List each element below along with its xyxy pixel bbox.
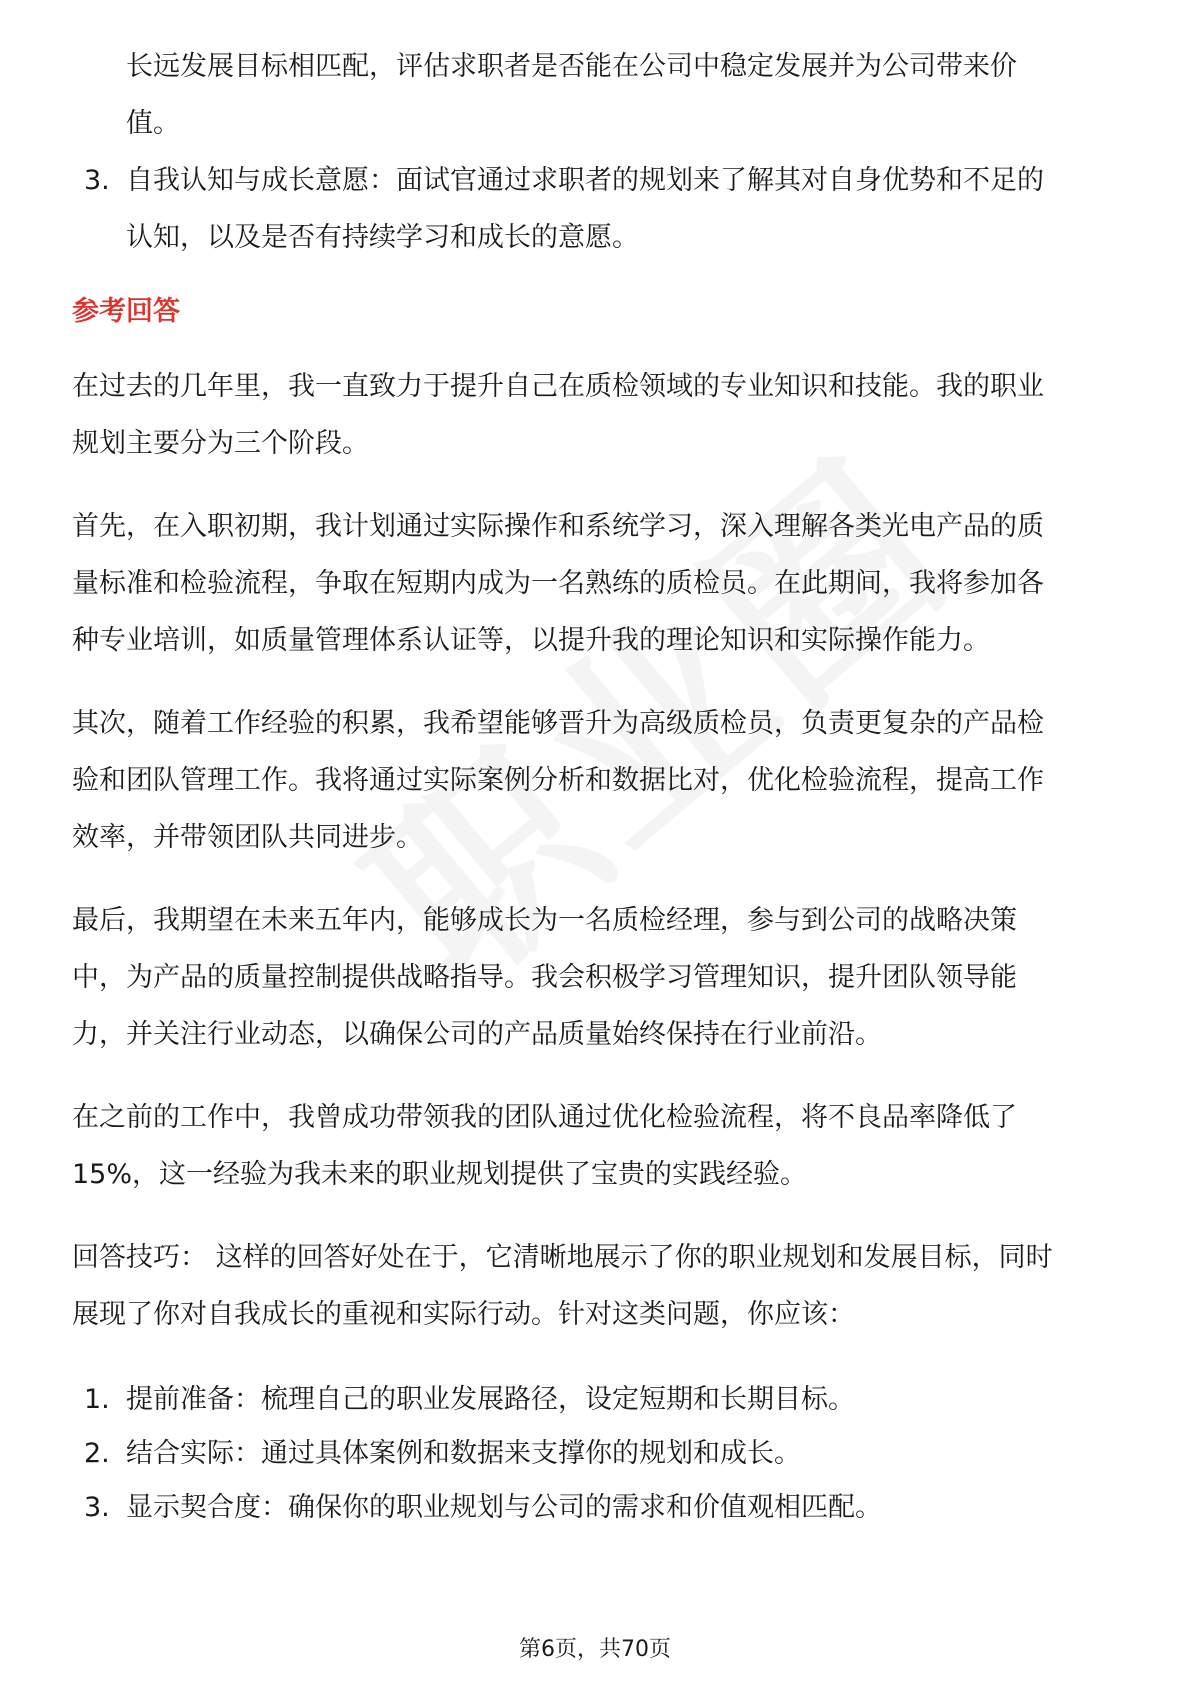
list-number: 3.	[84, 165, 110, 196]
paragraph	[72, 358, 1122, 472]
list-number: 1.	[84, 1384, 110, 1415]
tips-list-text: 显示契合度：确保你的职业规划与公司的需求和价值观相匹配。	[126, 1492, 882, 1523]
paragraph-line: 效率，并带领团队共同进步。	[72, 822, 423, 853]
list-item	[72, 152, 1122, 266]
paragraph	[72, 498, 1122, 669]
page-content	[72, 38, 1122, 1535]
paragraph	[72, 892, 1122, 1063]
paragraph-line: 规划主要分为三个阶段。	[72, 428, 369, 459]
paragraph-line: 在之前的工作中，我曾成功带领我的团队通过优化检验流程，将不良品率降低了	[72, 1102, 1017, 1133]
continued-line-1: 长远发展目标相匹配，评估求职者是否能在公司中稳定发展并为公司带来价	[126, 51, 1017, 82]
list-item-line-1: 自我认知与成长意愿：面试官通过求职者的规划来了解其对自身优势和不足的	[126, 165, 1044, 196]
paragraph-line: 力，并关注行业动态，以确保公司的产品质量始终保持在行业前沿。	[72, 1019, 882, 1050]
paragraph	[72, 695, 1122, 866]
tips-list	[72, 1373, 1122, 1535]
tips-list-item	[72, 1373, 1122, 1427]
paragraph-line: 验和团队管理工作。我将通过实际案例分析和数据比对，优化检验流程，提高工作	[72, 765, 1044, 796]
paragraph	[72, 1089, 1122, 1203]
tips-list-item	[72, 1481, 1122, 1535]
tips-list-text: 提前准备：梳理自己的职业发展路径，设定短期和长期目标。	[126, 1384, 855, 1415]
answer-tips-paragraph	[72, 1229, 1122, 1343]
tips-list-text: 结合实际：通过具体案例和数据来支撑你的规划和成长。	[126, 1438, 801, 1469]
paragraph-line: 回答技巧： 这样的回答好处在于，它清晰地展示了你的职业规划和发展目标，同时	[72, 1242, 1053, 1273]
continued-list-item	[72, 38, 1122, 152]
section-heading: 参考回答	[72, 296, 180, 327]
tips-list-item	[72, 1427, 1122, 1481]
paragraph-line: 首先，在入职初期，我计划通过实际操作和系统学习，深入理解各类光电产品的质	[72, 511, 1044, 542]
paragraph-line: 种专业培训，如质量管理体系认证等，以提升我的理论知识和实际操作能力。	[72, 625, 990, 656]
list-number: 2.	[84, 1438, 110, 1469]
paragraph-line: 其次，随着工作经验的积累，我希望能够晋升为高级质检员，负责更复杂的产品检	[72, 708, 1044, 739]
paragraph-line: 最后，我期望在未来五年内，能够成长为一名质检经理，参与到公司的战略决策	[72, 905, 1017, 936]
paragraph-line: 量标准和检验流程，争取在短期内成为一名熟练的质检员。在此期间，我将参加各	[72, 568, 1044, 599]
continued-line-2: 值。	[126, 108, 180, 139]
list-item-line-2: 认知，以及是否有持续学习和成长的意愿。	[126, 222, 639, 253]
page-footer: 第6页，共70页	[519, 1637, 671, 1662]
paragraph-line: 展现了你对自我成长的重视和实际行动。针对这类问题，你应该：	[72, 1299, 855, 1330]
paragraph-line: 在过去的几年里，我一直致力于提升自己在质检领域的专业知识和技能。我的职业	[72, 371, 1044, 402]
list-number: 3.	[84, 1492, 110, 1523]
paragraph-line: 中，为产品的质量控制提供战略指导。我会积极学习管理知识，提升团队领导能	[72, 962, 1017, 993]
paragraph-line: 15%，这一经验为我未来的职业规划提供了宝贵的实践经验。	[72, 1159, 808, 1190]
